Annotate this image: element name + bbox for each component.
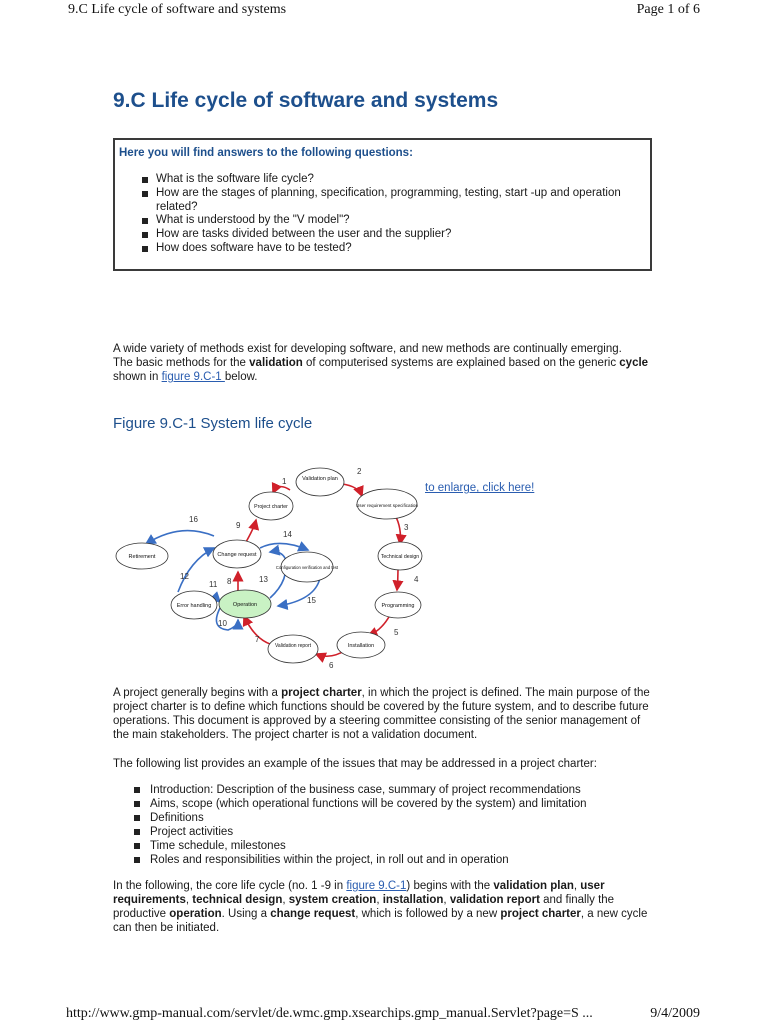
bold-term: user requirements [113,880,605,906]
list-item: What is understood by the "V model"? [139,214,639,228]
step-number: 5 [394,628,399,637]
intro-text: A wide variety of methods exist for developing software, and new methods are continually emerging. [113,343,622,355]
node-label: Retirement [128,554,156,560]
bold-term: cycle [619,357,649,369]
intro-text: The basic methods for the [113,357,250,369]
footer-url: http://www.gmp-manual.com/servlet/de.wmc.gmp.xsearchips.gmp_manual.Servlet?page=S ... [66,1006,593,1021]
figure-title: Figure 9.C-1 System life cycle [113,415,313,432]
node-error-handling [171,591,217,619]
node-validation-report [268,635,318,663]
node-technical-design [378,542,422,570]
list-item: How are tasks divided between the user and the supplier? [139,228,639,242]
node-label: User requirement specification [355,503,419,508]
arrow-13 [270,552,286,598]
step-number: 1 [282,477,287,486]
core-cycle-paragraph [113,879,658,935]
step-number: 10 [218,619,227,628]
list-item: Definitions [132,811,652,825]
paragraph-text: , [282,894,289,906]
paragraph-text: , which is followed by a new [355,908,501,920]
intro-text: of computerised systems are explained based on the generic [302,357,620,369]
node-label: Project charter [254,504,288,510]
step-number: 11 [209,580,218,589]
step-number: 8 [227,577,232,586]
bold-term: project charter [500,908,581,920]
node-installation [337,632,385,658]
intro-paragraph [113,342,658,384]
node-label: Operation [232,602,258,608]
paragraph-text: ) begins with the [406,880,494,892]
paragraph-text: . Using a [221,908,271,920]
paragraph-text: , [573,880,581,892]
questions-heading: Here you will find answers to the following questions: [119,147,413,159]
paragraph-text: , a new cycle can then be initiated. [113,908,648,934]
node-user-requirements [356,489,418,519]
step-number: 12 [180,572,189,581]
step-number: 14 [283,530,292,539]
list-item: What is the software life cycle? [139,173,639,187]
step-number: 3 [404,523,409,532]
arrow-9 [246,520,256,542]
step-number: 9 [236,521,241,530]
list-item: Project activities [132,825,652,839]
arrow-2 [342,484,362,496]
bold-term: operation [169,908,222,920]
node-label: Technical design [380,554,420,560]
node-label: Error handling [176,603,212,609]
list-item: How does software have to be tested? [139,242,639,256]
list-item: Aims, scope (which operational functions will be covered by the system) and limitation [132,797,652,811]
paragraph-text: , [443,894,450,906]
list-item: How are the stages of planning, specification, programming, testing, start -up and operation related? [139,187,639,215]
paragraph-text: , [185,894,193,906]
paragraph-text: A project generally begins with a [113,687,282,699]
node-programming [375,592,421,618]
charter-paragraph [113,686,658,742]
page-title: 9.C Life cycle of software and systems [113,89,499,112]
node-label: Installation [347,643,375,649]
header-title: 9.C Life cycle of software and systems [68,2,287,17]
bold-term: validation report [449,894,540,906]
bold-term: technical design [192,894,283,906]
arrow-3 [395,515,400,544]
step-number: 13 [259,575,268,584]
node-label: Configuration verification and test [275,565,339,570]
node-operation [219,590,271,618]
node-project-charter [249,492,293,520]
bold-term: change request [270,908,356,920]
step-number: 2 [357,467,362,476]
step-number: 7 [255,635,260,644]
node-retirement [116,543,168,569]
figure-link[interactable]: figure 9.C-1 [346,880,407,892]
bold-term: system creation [288,894,377,906]
list-item: Time schedule, milestones [132,839,652,853]
bold-term: project charter [281,687,362,699]
page-header [0,0,768,22]
node-label: Validation plan [302,476,338,482]
step-number: 4 [414,575,419,584]
questions-box [113,138,652,271]
enlarge-link[interactable]: to enlarge, click here! [425,482,535,494]
bold-term: validation [249,357,303,369]
footer-date: 9/4/2009 [650,1006,700,1021]
step-number: 6 [329,661,334,670]
list-item: Roles and responsibilities within the project, in roll out and in operation [132,853,652,867]
node-label: Programming [381,603,415,609]
figure-link[interactable]: figure 9.C-1 [161,371,225,383]
bold-term: installation [382,894,444,906]
life-cycle-diagram[interactable] [110,460,430,672]
paragraph-text: , in which the project is defined. The main purpose of the project charter is to define which functions should be covered by the future system, and to describe future operations. This document is approved by a steering committee consisting of the senior management of the main stakeholders. The project charter is not a validation document. [113,687,650,741]
page-number: Page 1 of 6 [636,2,700,17]
node-validation-plan [296,468,344,496]
node-change-request [213,540,261,568]
paragraph-text: and finally the productive [113,894,615,920]
intro-text: below. [224,371,258,383]
node-configuration [276,552,339,582]
arrow-14 [260,543,308,550]
paragraph-text: , [376,894,383,906]
step-number: 15 [307,596,316,605]
arrow-16 [146,531,214,544]
paragraph-text: In the following, the core life cycle (no. 1 -9 in [113,880,347,892]
intro-text: shown in [113,371,162,383]
list-intro: The following list provides an example of the issues that may be addressed in a project charter: [113,758,597,770]
node-label: Validation report [274,643,312,649]
charter-issues-list [132,783,652,867]
step-number: 16 [189,515,198,524]
bold-term: validation plan [493,880,574,892]
node-label: Change request [217,552,257,558]
questions-list [139,173,639,256]
list-item: Introduction: Description of the business case, summary of project recommendations [132,783,652,797]
arrow-4 [397,570,398,590]
